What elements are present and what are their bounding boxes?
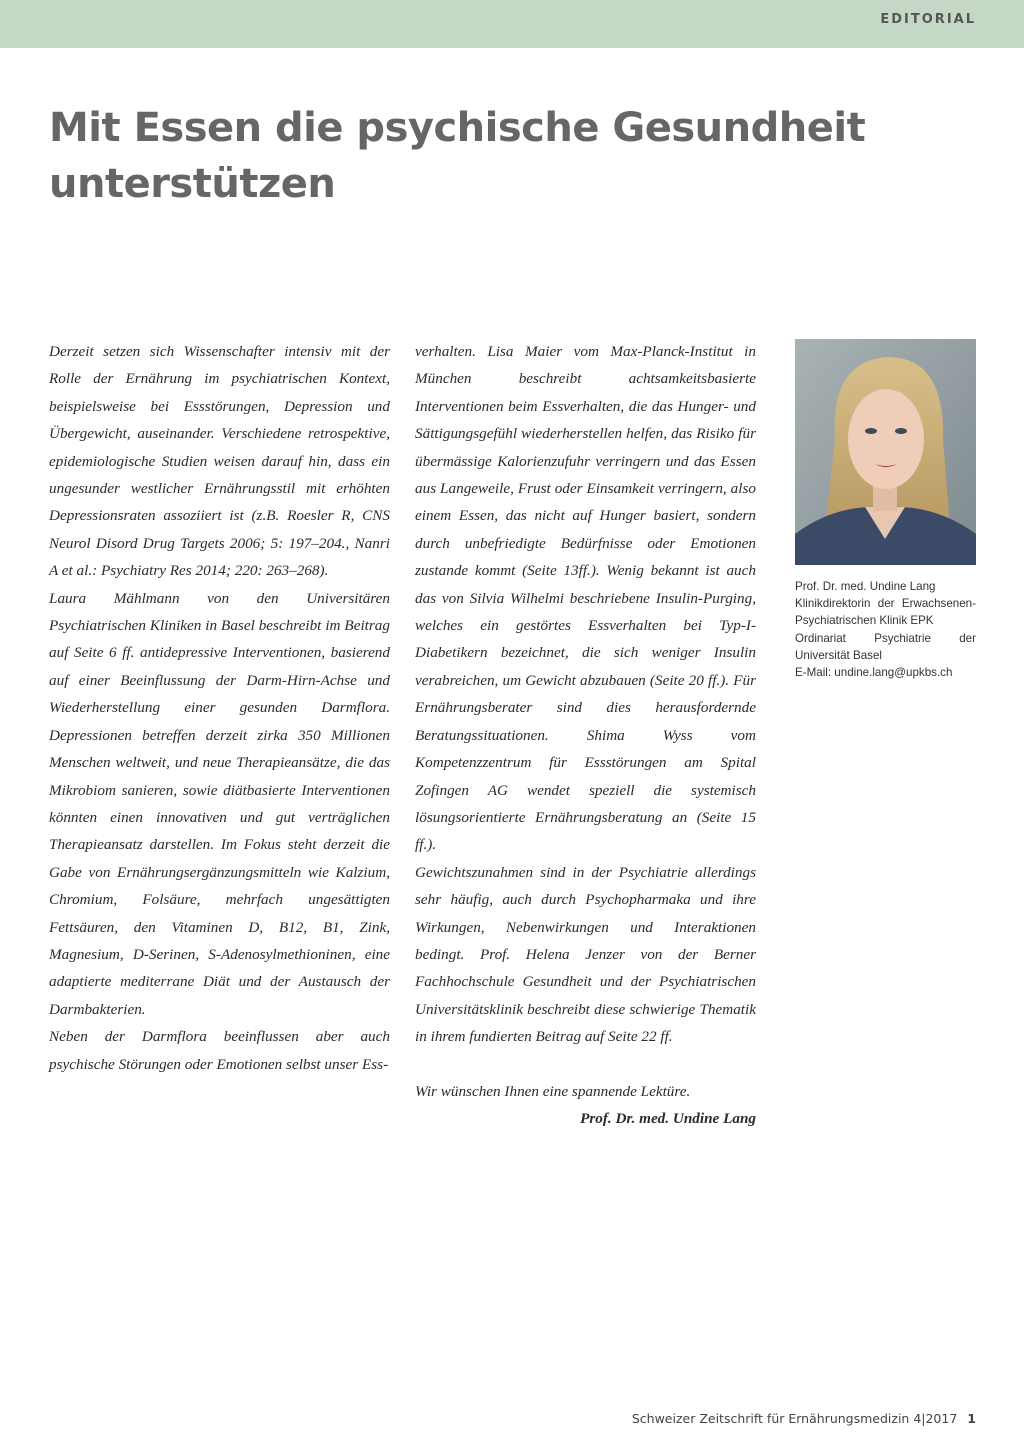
article-title: Mit Essen die psychische Gesundheit unterstützen [49,105,866,207]
paragraph: verhalten. Lisa Maier vom Max-Planck-Institut in München beschreibt achtsamkeitsbasierte Interventionen beim Essverhalten, die das Hunger- und Sättigungsgefühl wiederherstellen helfen, das Risiko für übermässige Kalorienzufuhr verringern und das Essen aus Langeweile, Frust oder Einsamkeit verringern, also einem Essen, das nicht auf Hunger basiert, sondern durch unbefriedigte Bedürfnisse oder Emotionen zustande kommt (Seite 13ff.). Wenig bekannt ist auch das von Silvia Wilhelmi beschriebene Insulin-Purging, welches ein gestörtes Essverhalten bei Typ-I-Diabetikern bezeichnet, die sich weniger Insulin verabreichen, um Gewicht abzubauen (Seite 20 ff.). Für Ernährungsberater sind dies herausfordernde Beratungssituationen. Shima Wyss vom Kompetenzzentrum für Essstörungen am Spital Zofingen AG wendet speziell die systemisch lösungsorientierte Ernährungsberatung an (Seite 15 ff.). [415,343,756,854]
journal-name: Schweizer Zeitschrift für Ernährungsmedizin 4|2017 [631,1411,958,1426]
section-header-bar [0,0,1024,48]
page-number: 1 [967,1411,976,1426]
author-email: E-Mail: undine.lang@upkbs.ch [795,666,953,680]
author-caption [795,578,976,681]
paragraph: Derzeit setzen sich Wissenschafter intensiv mit der Rolle der Ernährung im psychiatrischen Kontext, beispielsweise bei Essstörungen, Depression und Übergewicht, auseinander. Verschiedene retrospektive, epidemiologische Studien weisen darauf hin, dass ein ungesunder westlicher Ernährungsstil mit erhöhten Depressionsraten assoziiert ist (z.B. Roesler R, CNS Neurol Disord Drug Targets 2006; 5: 197–204., Nanri A et al.: Psychiatry Res 2014; 220: 263–268). [49,343,390,580]
section-label: EDITORIAL [880,12,976,27]
paragraph: Neben der Darmflora beeinflussen aber auch psychische Störungen oder Emotionen selbst unser Ess- [49,1028,390,1073]
author-name: Prof. Dr. med. Undine Lang [795,580,936,593]
page-footer [632,1411,976,1426]
author-photo [795,339,976,565]
closing-line: Wir wünschen Ihnen eine spannende Lektüre. [415,1082,691,1100]
text-column-1 [49,338,390,1078]
author-role: Ordinariat Psychiatrie der Universität Basel [795,631,976,662]
text-column-2 [415,338,756,1133]
paragraph: Laura Mählmann von den Universitären Psychiatrischen Kliniken in Basel beschreibt im Beitrag auf Seite 6 ff. antidepressive Interventionen, basierend auf einer Beeinflussung der Darm-Hirn-Achse und Wiederherstellung einer gesunden Darmflora. Depressionen betreffen derzeit zirka 350 Millionen Menschen weltweit, und neue Therapieansätze, die das Mikrobiom sanieren, sowie diätbasierte Interventionen könnten einen innovativen und gut verträglichen Therapieansatz darstellen. Im Fokus steht derzeit die Gabe von Ernährungsergänzungsmitteln wie Kalzium, Chromium, Folsäure, mehrfach ungesättigten Fettsäuren, den Vitaminen D, B12, B1, Zink, Magnesium, D-Serinen, S-Adenosylmethioninen, eine adaptierte mediterrane Diät und der Austausch der Darmbakterien. [49,589,390,1018]
paragraph: Gewichtszunahmen sind in der Psychiatrie allerdings sehr häufig, auch durch Psychopharmaka und ihre Wirkungen, Nebenwirkungen und Interaktionen bedingt. Prof. Helena Jenzer von der Berner Fachhochschule Gesundheit und der Psychiatrischen Universitätsklinik beschreibt diese schwierige Thematik in ihrem fundierten Beitrag auf Seite 22 ff. [415,863,756,1046]
signature: Prof. Dr. med. Undine Lang [580,1110,756,1128]
author-role: Klinikdirektorin der Erwachsenen-Psychiatrischen Klinik EPK [795,597,976,628]
